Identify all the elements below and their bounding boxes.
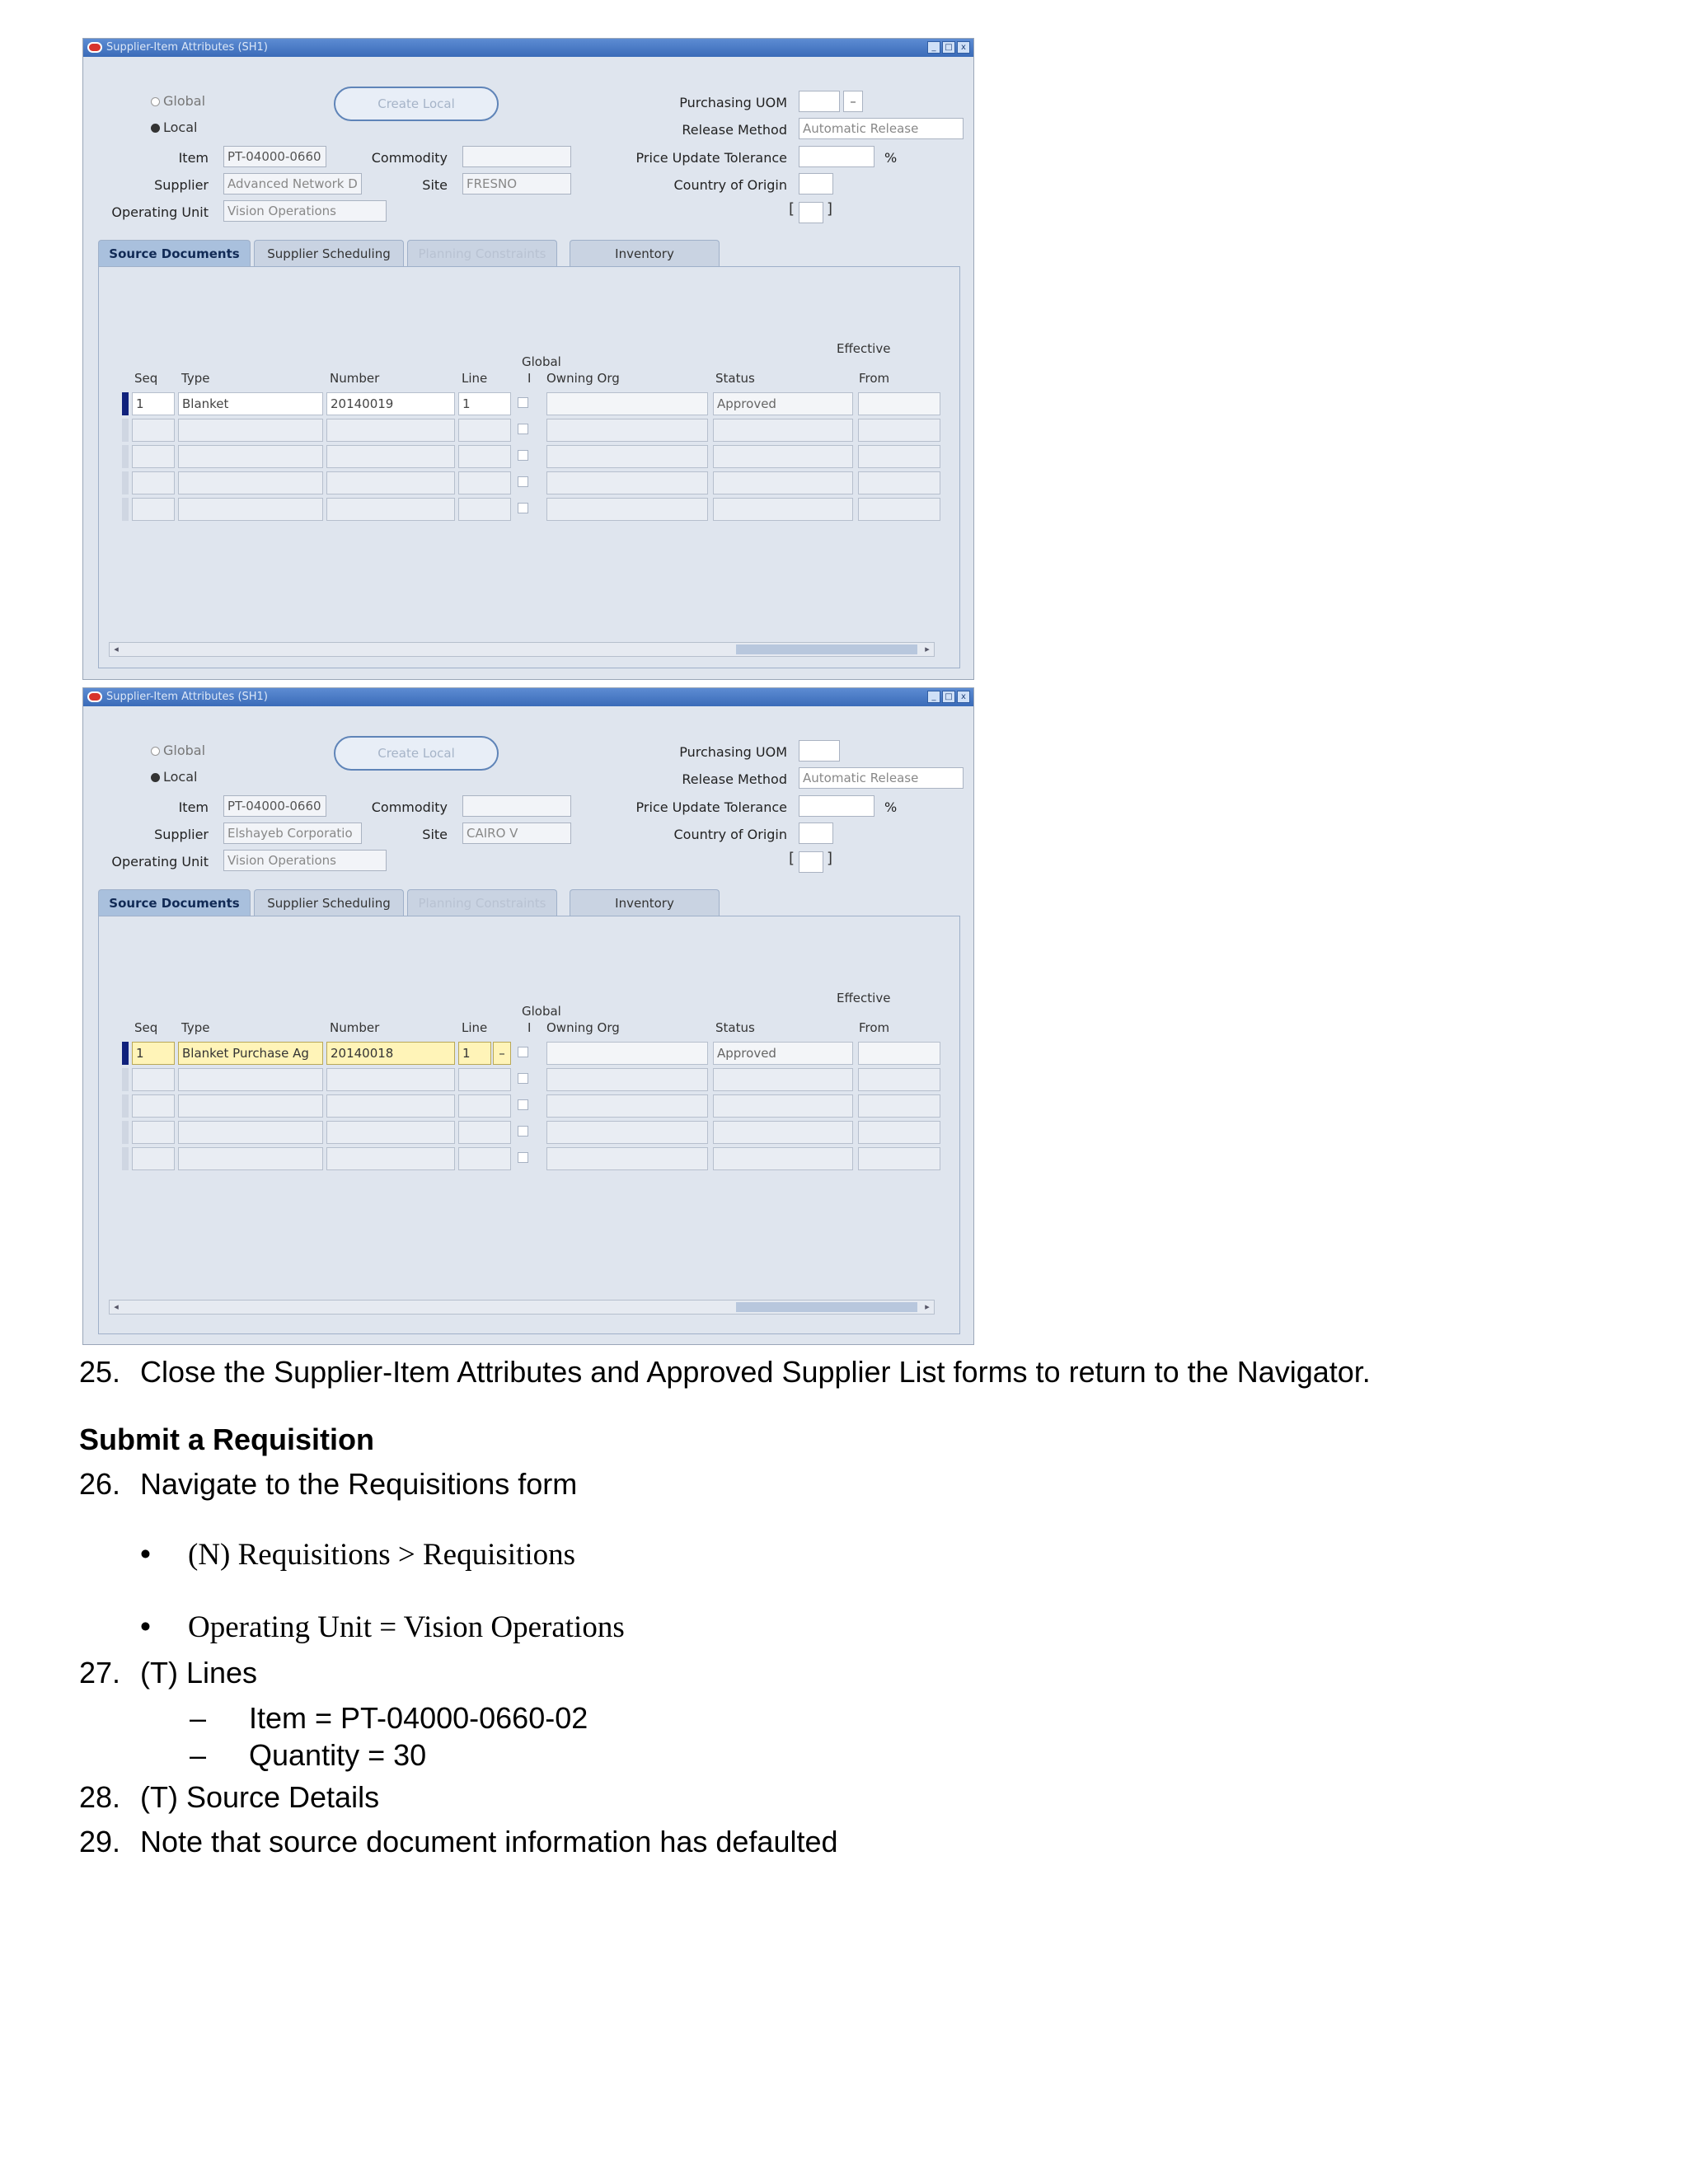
status-cell <box>713 419 853 442</box>
step-27 <box>79 1655 257 1691</box>
line-cell[interactable]: 1 <box>458 1042 491 1065</box>
number-cell[interactable] <box>326 1147 455 1170</box>
global-label: Global <box>163 743 206 758</box>
row-indicator <box>122 1121 129 1144</box>
seq-header: Seq <box>134 1020 158 1035</box>
global-header: Global <box>522 354 561 369</box>
item-label: Item <box>178 799 209 815</box>
maximize-icon[interactable]: □ <box>942 691 955 703</box>
owning-org-cell[interactable] <box>546 1121 708 1144</box>
bullet-item <box>140 1610 625 1645</box>
status-header: Status <box>715 1020 755 1035</box>
effective-from-cell[interactable] <box>858 1068 940 1091</box>
global-checkbox[interactable] <box>518 1099 528 1110</box>
step-number: 28. <box>79 1780 121 1814</box>
operating-unit-field[interactable]: Vision Operations <box>223 200 387 222</box>
window-titlebar <box>83 688 973 706</box>
local-label: Local <box>163 769 198 785</box>
seq-cell[interactable] <box>132 1094 175 1118</box>
uom-lov-button[interactable]: – <box>843 91 863 112</box>
step-26 <box>79 1466 577 1502</box>
price-update-tolerance-label: Price Update Tolerance <box>635 150 787 166</box>
dash-item <box>190 1737 426 1774</box>
effective-from-cell[interactable] <box>858 392 940 415</box>
operating-unit-label: Operating Unit <box>111 854 209 869</box>
bullet-text: Operating Unit = Vision Operations <box>188 1610 625 1644</box>
status-cell <box>713 1068 853 1091</box>
type-header: Type <box>181 1020 210 1035</box>
seq-cell[interactable]: 1 <box>132 1042 175 1065</box>
step-number: 29. <box>79 1825 121 1858</box>
supplier-item-attributes-window-1 <box>82 38 974 680</box>
percent-label: % <box>884 150 898 166</box>
number-cell[interactable] <box>326 471 455 494</box>
country-of-origin-label: Country of Origin <box>673 177 787 193</box>
owning-org-cell[interactable] <box>546 445 708 468</box>
line-cell[interactable] <box>458 1068 511 1091</box>
scroll-left-icon[interactable]: ◂ <box>114 644 119 654</box>
minimize-icon[interactable]: _ <box>927 691 940 703</box>
status-cell <box>713 445 853 468</box>
horizontal-scrollbar[interactable] <box>109 642 935 657</box>
seq-cell[interactable] <box>132 498 175 521</box>
step-number: 27. <box>79 1656 121 1690</box>
effective-from-cell[interactable] <box>858 419 940 442</box>
status-cell <box>713 1147 853 1170</box>
descriptive-flexfield[interactable] <box>799 202 823 223</box>
owning-org-cell[interactable] <box>546 498 708 521</box>
effective-from-cell[interactable] <box>858 1147 940 1170</box>
dash-icon: – <box>190 1738 207 1772</box>
step-text: (T) Source Details <box>140 1780 380 1814</box>
row-indicator <box>122 419 129 442</box>
dash-icon: – <box>190 1701 207 1735</box>
scroll-right-icon[interactable]: ▸ <box>925 1301 930 1312</box>
supplier-field[interactable]: Elshayeb Corporatio <box>223 823 362 844</box>
seq-cell[interactable] <box>132 445 175 468</box>
number-cell[interactable] <box>326 1068 455 1091</box>
number-cell[interactable] <box>326 445 455 468</box>
line-cell[interactable] <box>458 471 511 494</box>
flexfield-bracket-close: ] <box>827 850 833 867</box>
step-number: 25. <box>79 1355 121 1389</box>
tab-inventory[interactable]: Inventory <box>570 240 720 266</box>
purchasing-uom-label: Purchasing UOM <box>679 744 787 760</box>
tab-inventory[interactable]: Inventory <box>570 889 720 916</box>
step-29 <box>79 1824 838 1860</box>
global-header-i: I <box>528 1020 532 1035</box>
bullet-item <box>140 1537 575 1572</box>
seq-cell[interactable] <box>132 1068 175 1091</box>
owning-org-cell[interactable] <box>546 1042 708 1065</box>
seq-cell[interactable] <box>132 1147 175 1170</box>
number-cell[interactable] <box>326 419 455 442</box>
type-cell[interactable]: Blanket Purchase Ag <box>178 1042 323 1065</box>
country-of-origin-label: Country of Origin <box>673 827 787 842</box>
effective-from-cell[interactable] <box>858 498 940 521</box>
supplier-item-attributes-window-2 <box>82 687 974 1345</box>
global-checkbox[interactable] <box>518 1073 528 1084</box>
line-cell[interactable] <box>458 445 511 468</box>
line-cell[interactable] <box>458 1121 511 1144</box>
release-method-field[interactable]: Automatic Release <box>799 118 964 139</box>
number-header: Number <box>330 1020 380 1035</box>
global-label: Global <box>163 93 206 109</box>
effective-header: Effective <box>837 991 891 1005</box>
bullet-icon: • <box>140 1537 151 1571</box>
row-indicator <box>122 1147 129 1170</box>
item-field[interactable]: PT-04000-0660 <box>223 795 326 817</box>
type-cell[interactable] <box>178 419 323 442</box>
window-titlebar <box>83 39 973 57</box>
minimize-icon[interactable]: _ <box>927 41 940 54</box>
tab-source-documents[interactable]: Source Documents <box>98 240 251 266</box>
step-text: (T) Lines <box>140 1656 258 1690</box>
release-method-label: Release Method <box>682 771 787 787</box>
bullet-text: (N) Requisitions > Requisitions <box>188 1538 576 1572</box>
status-cell: Approved <box>713 392 853 415</box>
status-cell <box>713 1121 853 1144</box>
dash-text: Item = PT-04000-0660-02 <box>249 1701 588 1735</box>
tab-planning-constraints[interactable]: Planning Constraints <box>407 240 557 266</box>
global-radio[interactable] <box>151 743 205 758</box>
seq-cell[interactable]: 1 <box>132 392 175 415</box>
local-label: Local <box>163 120 198 135</box>
row-indicator <box>122 471 129 494</box>
seq-cell[interactable] <box>132 1121 175 1144</box>
create-local-button[interactable]: Create Local <box>334 87 499 121</box>
step-28 <box>79 1779 379 1816</box>
global-checkbox[interactable] <box>518 503 528 513</box>
row-indicator <box>122 498 129 521</box>
current-row-indicator <box>122 392 129 415</box>
tab-supplier-scheduling[interactable]: Supplier Scheduling <box>254 240 404 266</box>
global-checkbox[interactable] <box>518 397 528 408</box>
row-indicator <box>122 1094 129 1118</box>
oracle-logo-icon <box>87 691 102 702</box>
status-cell <box>713 1094 853 1118</box>
tab-supplier-scheduling[interactable]: Supplier Scheduling <box>254 889 404 916</box>
item-field[interactable]: PT-04000-0660 <box>223 146 326 167</box>
status-cell <box>713 498 853 521</box>
global-header: Global <box>522 1004 561 1019</box>
line-lov-button[interactable]: – <box>493 1042 511 1065</box>
supplier-field[interactable]: Advanced Network D <box>223 173 362 194</box>
local-radio[interactable] <box>151 120 197 135</box>
site-field[interactable]: FRESNO <box>462 173 571 194</box>
source-documents-panel <box>98 916 960 1334</box>
radio-icon <box>151 97 160 106</box>
line-cell[interactable] <box>458 419 511 442</box>
owning-org-header: Owning Org <box>546 371 620 386</box>
supplier-label: Supplier <box>154 827 209 842</box>
status-header: Status <box>715 371 755 386</box>
line-cell[interactable]: 1 <box>458 392 511 415</box>
number-cell[interactable]: 20140018 <box>326 1042 455 1065</box>
item-label: Item <box>178 150 209 166</box>
seq-cell[interactable] <box>132 419 175 442</box>
owning-org-cell[interactable] <box>546 471 708 494</box>
release-method-label: Release Method <box>682 122 787 138</box>
scroll-left-icon[interactable]: ◂ <box>114 1301 119 1312</box>
scroll-right-icon[interactable]: ▸ <box>925 644 930 654</box>
global-checkbox[interactable] <box>518 1047 528 1057</box>
horizontal-scrollbar[interactable] <box>109 1300 935 1315</box>
price-update-tolerance-field[interactable] <box>799 146 874 167</box>
commodity-field[interactable] <box>462 795 571 817</box>
owning-org-cell[interactable] <box>546 392 708 415</box>
scrollbar-thumb[interactable] <box>736 1302 917 1312</box>
descriptive-flexfield[interactable] <box>799 851 823 873</box>
line-header: Line <box>462 1020 488 1035</box>
flexfield-bracket-open: [ <box>789 850 795 867</box>
window-title: Supplier-Item Attributes (SH1) <box>106 41 268 54</box>
number-cell[interactable] <box>326 1121 455 1144</box>
step-number: 26. <box>79 1467 121 1501</box>
flexfield-bracket-open: [ <box>789 200 795 218</box>
number-cell[interactable] <box>326 498 455 521</box>
status-cell: Approved <box>713 1042 853 1065</box>
type-cell[interactable]: Blanket <box>178 392 323 415</box>
radio-icon <box>151 747 160 756</box>
owning-org-header: Owning Org <box>546 1020 620 1035</box>
scrollbar-thumb[interactable] <box>736 644 917 654</box>
number-cell[interactable]: 20140019 <box>326 392 455 415</box>
type-cell[interactable] <box>178 1147 323 1170</box>
global-checkbox[interactable] <box>518 450 528 461</box>
effective-header: Effective <box>837 341 891 356</box>
step-text: Note that source document information has defaulted <box>140 1825 838 1858</box>
site-label: Site <box>422 177 448 193</box>
number-cell[interactable] <box>326 1094 455 1118</box>
source-documents-panel <box>98 266 960 668</box>
step-25 <box>79 1354 1371 1390</box>
seq-cell[interactable] <box>132 471 175 494</box>
site-label: Site <box>422 827 448 842</box>
global-checkbox[interactable] <box>518 424 528 434</box>
step-text: Close the Supplier-Item Attributes and Approved Supplier List forms to return to the Navigator. <box>140 1355 1371 1389</box>
flexfield-bracket-close: ] <box>827 200 833 218</box>
line-cell[interactable] <box>458 1147 511 1170</box>
bullet-icon: • <box>140 1610 151 1643</box>
country-of-origin-field[interactable] <box>799 823 833 844</box>
price-update-tolerance-field[interactable] <box>799 795 874 817</box>
type-cell[interactable] <box>178 471 323 494</box>
owning-org-cell[interactable] <box>546 1147 708 1170</box>
supplier-label: Supplier <box>154 177 209 193</box>
purchasing-uom-field[interactable] <box>799 740 840 762</box>
section-heading: Submit a Requisition <box>79 1422 375 1456</box>
tab-source-documents[interactable]: Source Documents <box>98 889 251 916</box>
global-radio[interactable] <box>151 93 205 109</box>
country-of-origin-field[interactable] <box>799 173 833 194</box>
percent-label: % <box>884 799 898 815</box>
close-icon[interactable]: x <box>957 41 970 54</box>
dash-item <box>190 1700 588 1736</box>
commodity-label: Commodity <box>371 150 448 166</box>
effective-from-cell[interactable] <box>858 1121 940 1144</box>
status-cell <box>713 471 853 494</box>
global-checkbox[interactable] <box>518 476 528 487</box>
oracle-logo-icon <box>87 42 102 53</box>
dash-text: Quantity = 30 <box>249 1738 427 1772</box>
effective-from-cell[interactable] <box>858 1042 940 1065</box>
type-header: Type <box>181 371 210 386</box>
operating-unit-field[interactable]: Vision Operations <box>223 850 387 871</box>
current-row-indicator <box>122 1042 129 1065</box>
type-cell[interactable] <box>178 1121 323 1144</box>
owning-org-cell[interactable] <box>546 1094 708 1118</box>
effective-from-cell[interactable] <box>858 1094 940 1118</box>
owning-org-cell[interactable] <box>546 419 708 442</box>
window-title: Supplier-Item Attributes (SH1) <box>106 691 268 703</box>
price-update-tolerance-label: Price Update Tolerance <box>635 799 787 815</box>
type-cell[interactable] <box>178 1068 323 1091</box>
owning-org-cell[interactable] <box>546 1068 708 1091</box>
maximize-icon[interactable]: □ <box>942 41 955 54</box>
global-checkbox[interactable] <box>518 1152 528 1163</box>
release-method-field[interactable]: Automatic Release <box>799 767 964 789</box>
close-icon[interactable]: x <box>957 691 970 703</box>
line-cell[interactable] <box>458 498 511 521</box>
purchasing-uom-label: Purchasing UOM <box>679 95 787 110</box>
effective-from-cell[interactable] <box>858 445 940 468</box>
line-cell[interactable] <box>458 1094 511 1118</box>
global-header-i: I <box>528 371 532 386</box>
commodity-field[interactable] <box>462 146 571 167</box>
purchasing-uom-field[interactable] <box>799 91 840 112</box>
create-local-button[interactable]: Create Local <box>334 736 499 771</box>
type-cell[interactable] <box>178 498 323 521</box>
radio-icon <box>151 124 160 133</box>
effective-from-cell[interactable] <box>858 471 940 494</box>
step-text: Navigate to the Requisitions form <box>140 1467 578 1501</box>
radio-icon <box>151 773 160 782</box>
row-indicator <box>122 445 129 468</box>
local-radio[interactable] <box>151 769 197 785</box>
commodity-label: Commodity <box>371 799 448 815</box>
tab-planning-constraints[interactable]: Planning Constraints <box>407 889 557 916</box>
global-checkbox[interactable] <box>518 1126 528 1137</box>
type-cell[interactable] <box>178 445 323 468</box>
operating-unit-label: Operating Unit <box>111 204 209 220</box>
effective-from-header: From <box>859 371 890 386</box>
effective-from-header: From <box>859 1020 890 1035</box>
row-indicator <box>122 1068 129 1091</box>
line-header: Line <box>462 371 488 386</box>
site-field[interactable]: CAIRO V <box>462 823 571 844</box>
type-cell[interactable] <box>178 1094 323 1118</box>
number-header: Number <box>330 371 380 386</box>
seq-header: Seq <box>134 371 158 386</box>
